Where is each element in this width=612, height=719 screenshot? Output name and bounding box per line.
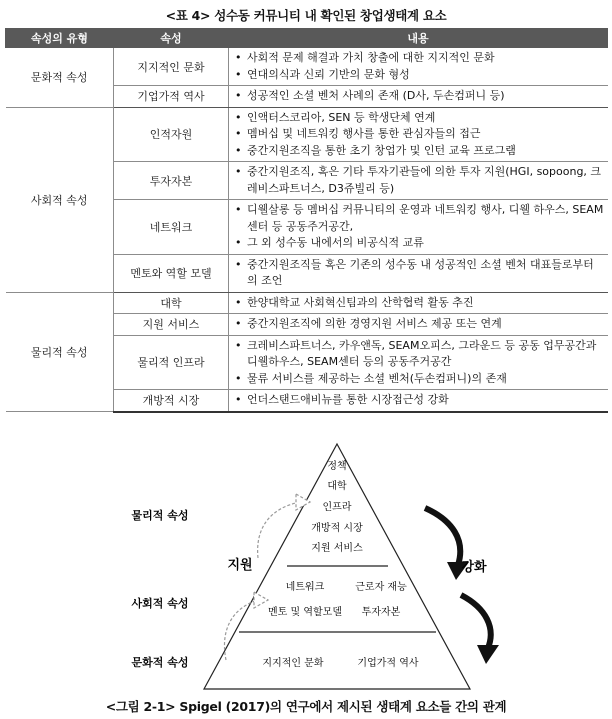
attribute-cell: 투자자본 <box>114 162 229 200</box>
pyramid-item-university: 대학 <box>327 481 347 492</box>
pyramid-item-open-market: 개방적 시장 <box>311 523 363 534</box>
reinforce-arrow-lower <box>461 595 491 648</box>
content-list <box>235 316 604 333</box>
table-header-row <box>6 29 608 48</box>
category-cell: 문화적 속성 <box>6 48 114 108</box>
reinforce-label: 강화 <box>461 560 487 575</box>
pyramid-item-supportive-culture: 지지적인 문화 <box>262 658 324 669</box>
table-row <box>6 107 608 162</box>
content-list <box>235 50 604 83</box>
content-cell <box>229 254 608 292</box>
ecosystem-elements-table <box>5 28 608 413</box>
content-list <box>235 295 604 312</box>
content-cell <box>229 86 608 108</box>
category-cell: 사회적 속성 <box>6 107 114 292</box>
level-label-social: 사회적 속성 <box>131 597 189 610</box>
content-item: • 한양대학교 사회혁신팀과의 산학협력 활동 추진 <box>235 295 604 312</box>
pyramid-item-infrastructure: 인프라 <box>322 502 352 513</box>
pyramid-item-mentors: 멘토 및 역할모델 <box>268 607 342 618</box>
content-item: • 사회적 문제 해결과 가치 창출에 대한 지지적인 문화 <box>235 50 604 67</box>
attribute-cell: 기업가적 역사 <box>114 86 229 108</box>
pyramid-item-entrepreneurial-history: 기업가적 역사 <box>357 658 419 669</box>
pyramid-item-support-services: 지원 서비스 <box>311 543 363 554</box>
pyramid-item-network: 네트워크 <box>285 582 325 593</box>
content-item: • 그 외 성수동 내에서의 비공식적 교류 <box>235 235 604 252</box>
header-attribute: 속성 <box>114 29 229 48</box>
content-list <box>235 392 604 409</box>
content-list <box>235 164 604 197</box>
pyramid-item-policy: 정책 <box>327 461 347 472</box>
header-content: 내용 <box>229 29 608 48</box>
content-item: • 인액터스코리아, SEN 등 학생단체 연계 <box>235 110 604 127</box>
content-list <box>235 202 604 252</box>
content-item: • 중간지원조직, 혹은 기타 투자기관들에 의한 투자 지원(HGI, sopoong, 크레비스파트너스, D3쥬빌리 등) <box>235 164 604 197</box>
category-cell: 물리적 속성 <box>6 292 114 412</box>
attribute-cell: 물리적 인프라 <box>114 335 229 390</box>
table-title: <표 4> 성수동 커뮤니티 내 확인된 창업생태계 요소 <box>165 8 447 23</box>
content-cell <box>229 48 608 86</box>
attribute-cell: 네트워크 <box>114 200 229 255</box>
content-item: • 중간지원조직을 통한 초기 창업가 및 인턴 교육 프로그램 <box>235 143 604 160</box>
content-list <box>235 257 604 290</box>
pyramid-item-worker-talent: 근로자 재능 <box>355 582 407 593</box>
content-item: • 중간지원조직에 의한 경영지원 서비스 제공 또는 연계 <box>235 316 604 333</box>
content-cell <box>229 162 608 200</box>
content-cell <box>229 107 608 162</box>
support-label: 지원 <box>227 558 253 573</box>
attribute-cell: 멘토와 역할 모델 <box>114 254 229 292</box>
attribute-cell: 대학 <box>114 292 229 314</box>
content-list <box>235 88 604 105</box>
content-cell <box>229 390 608 412</box>
content-item: • 디웰살롱 등 멤버십 커뮤니티의 운영과 네트워킹 행사, 디웰 하우스, SEAM센터 등 공동주거공간, <box>235 202 604 235</box>
attribute-cell: 인적자원 <box>114 107 229 162</box>
content-item: • 중간지원조직들 혹은 기존의 성수동 내 성공적인 소셜 벤처 대표들로부터의 조언 <box>235 257 604 290</box>
table-row <box>6 48 608 86</box>
content-list <box>235 110 604 160</box>
content-list <box>235 338 604 388</box>
content-item: • 언더스탠드애비뉴를 통한 시장접근성 강화 <box>235 392 604 409</box>
table-row <box>6 292 608 314</box>
content-cell <box>229 314 608 336</box>
level-label-cultural: 문화적 속성 <box>131 656 189 669</box>
ecosystem-pyramid-diagram <box>0 430 612 695</box>
attribute-cell: 지지적인 문화 <box>114 48 229 86</box>
content-cell <box>229 200 608 255</box>
content-cell <box>229 292 608 314</box>
content-item: • 멤버십 및 네트워킹 행사를 통한 관심자들의 접근 <box>235 126 604 143</box>
content-cell <box>229 335 608 390</box>
reinforce-arrow-upper <box>425 508 460 565</box>
level-label-physical: 물리적 속성 <box>131 509 189 522</box>
figure-caption: <그림 2-1> Spigel (2017)의 연구에서 제시된 생태계 요소들 간의 관계 <box>105 699 507 714</box>
content-item: • 성공적인 소셜 벤처 사례의 존재 (D사, 두손컴퍼니 등) <box>235 88 604 105</box>
content-item: • 물류 서비스를 제공하는 소셜 벤처(두손컴퍼니)의 존재 <box>235 371 604 388</box>
content-item: • 크레비스파트너스, 카우앤독, SEAM오피스, 그라운드 등 공동 업무공간과 디웰하우스, SEAM센터 등의 공동주거공간 <box>235 338 604 371</box>
header-category: 속성의 유형 <box>6 29 114 48</box>
attribute-cell: 지원 서비스 <box>114 314 229 336</box>
attribute-cell: 개방적 시장 <box>114 390 229 412</box>
pyramid-item-investment: 투자자본 <box>361 607 401 618</box>
content-item: • 연대의식과 신뢰 기반의 문화 형성 <box>235 67 604 84</box>
